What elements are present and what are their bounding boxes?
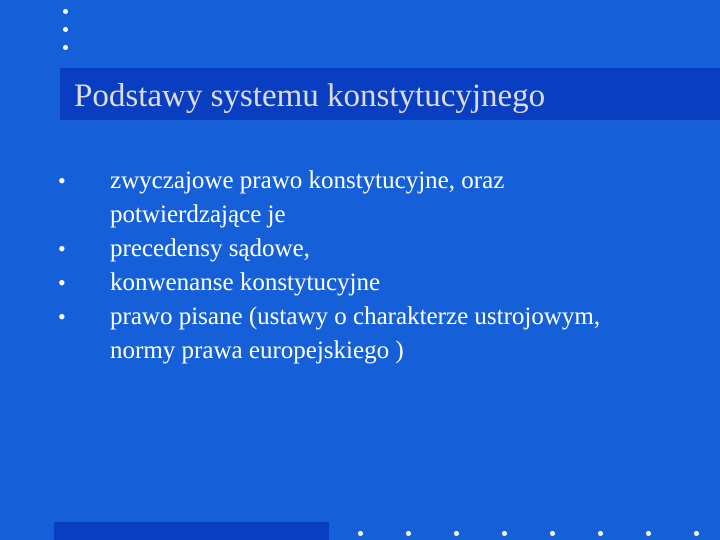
bullet-item — [58, 300, 658, 368]
bullet-icon: • — [58, 236, 66, 261]
bullet-icon: • — [58, 168, 66, 193]
decorative-dot — [358, 531, 363, 536]
decorative-dot — [646, 531, 651, 536]
bullet-text: konwenanse konstytucyjne — [110, 269, 381, 296]
bullet-item — [58, 266, 658, 300]
decorative-dot — [694, 531, 699, 536]
bullet-icon: • — [58, 270, 66, 295]
decorative-dot — [63, 45, 68, 50]
bullet-item — [58, 164, 658, 232]
bullet-text: zwyczajowe prawo konstytucyjne, oraz potwierdzające je — [110, 167, 505, 228]
decorative-dot — [502, 531, 507, 536]
bullet-text: precedensy sądowe, — [110, 235, 310, 262]
decorative-dot — [454, 531, 459, 536]
decorative-dot — [406, 531, 411, 536]
bullet-item — [58, 232, 658, 266]
bullet-icon: • — [58, 304, 66, 329]
decorative-dot — [63, 27, 68, 32]
slide-title: Podstawy systemu konstytucyjnego — [74, 78, 546, 114]
bullet-list — [58, 164, 658, 368]
bullet-text: prawo pisane (ustawy o charakterze ustrojowym, normy prawa europejskiego ) — [110, 303, 601, 364]
footer-band — [54, 522, 329, 540]
decorative-dot — [63, 9, 68, 14]
decorative-dot — [550, 531, 555, 536]
decorative-dot — [598, 531, 603, 536]
